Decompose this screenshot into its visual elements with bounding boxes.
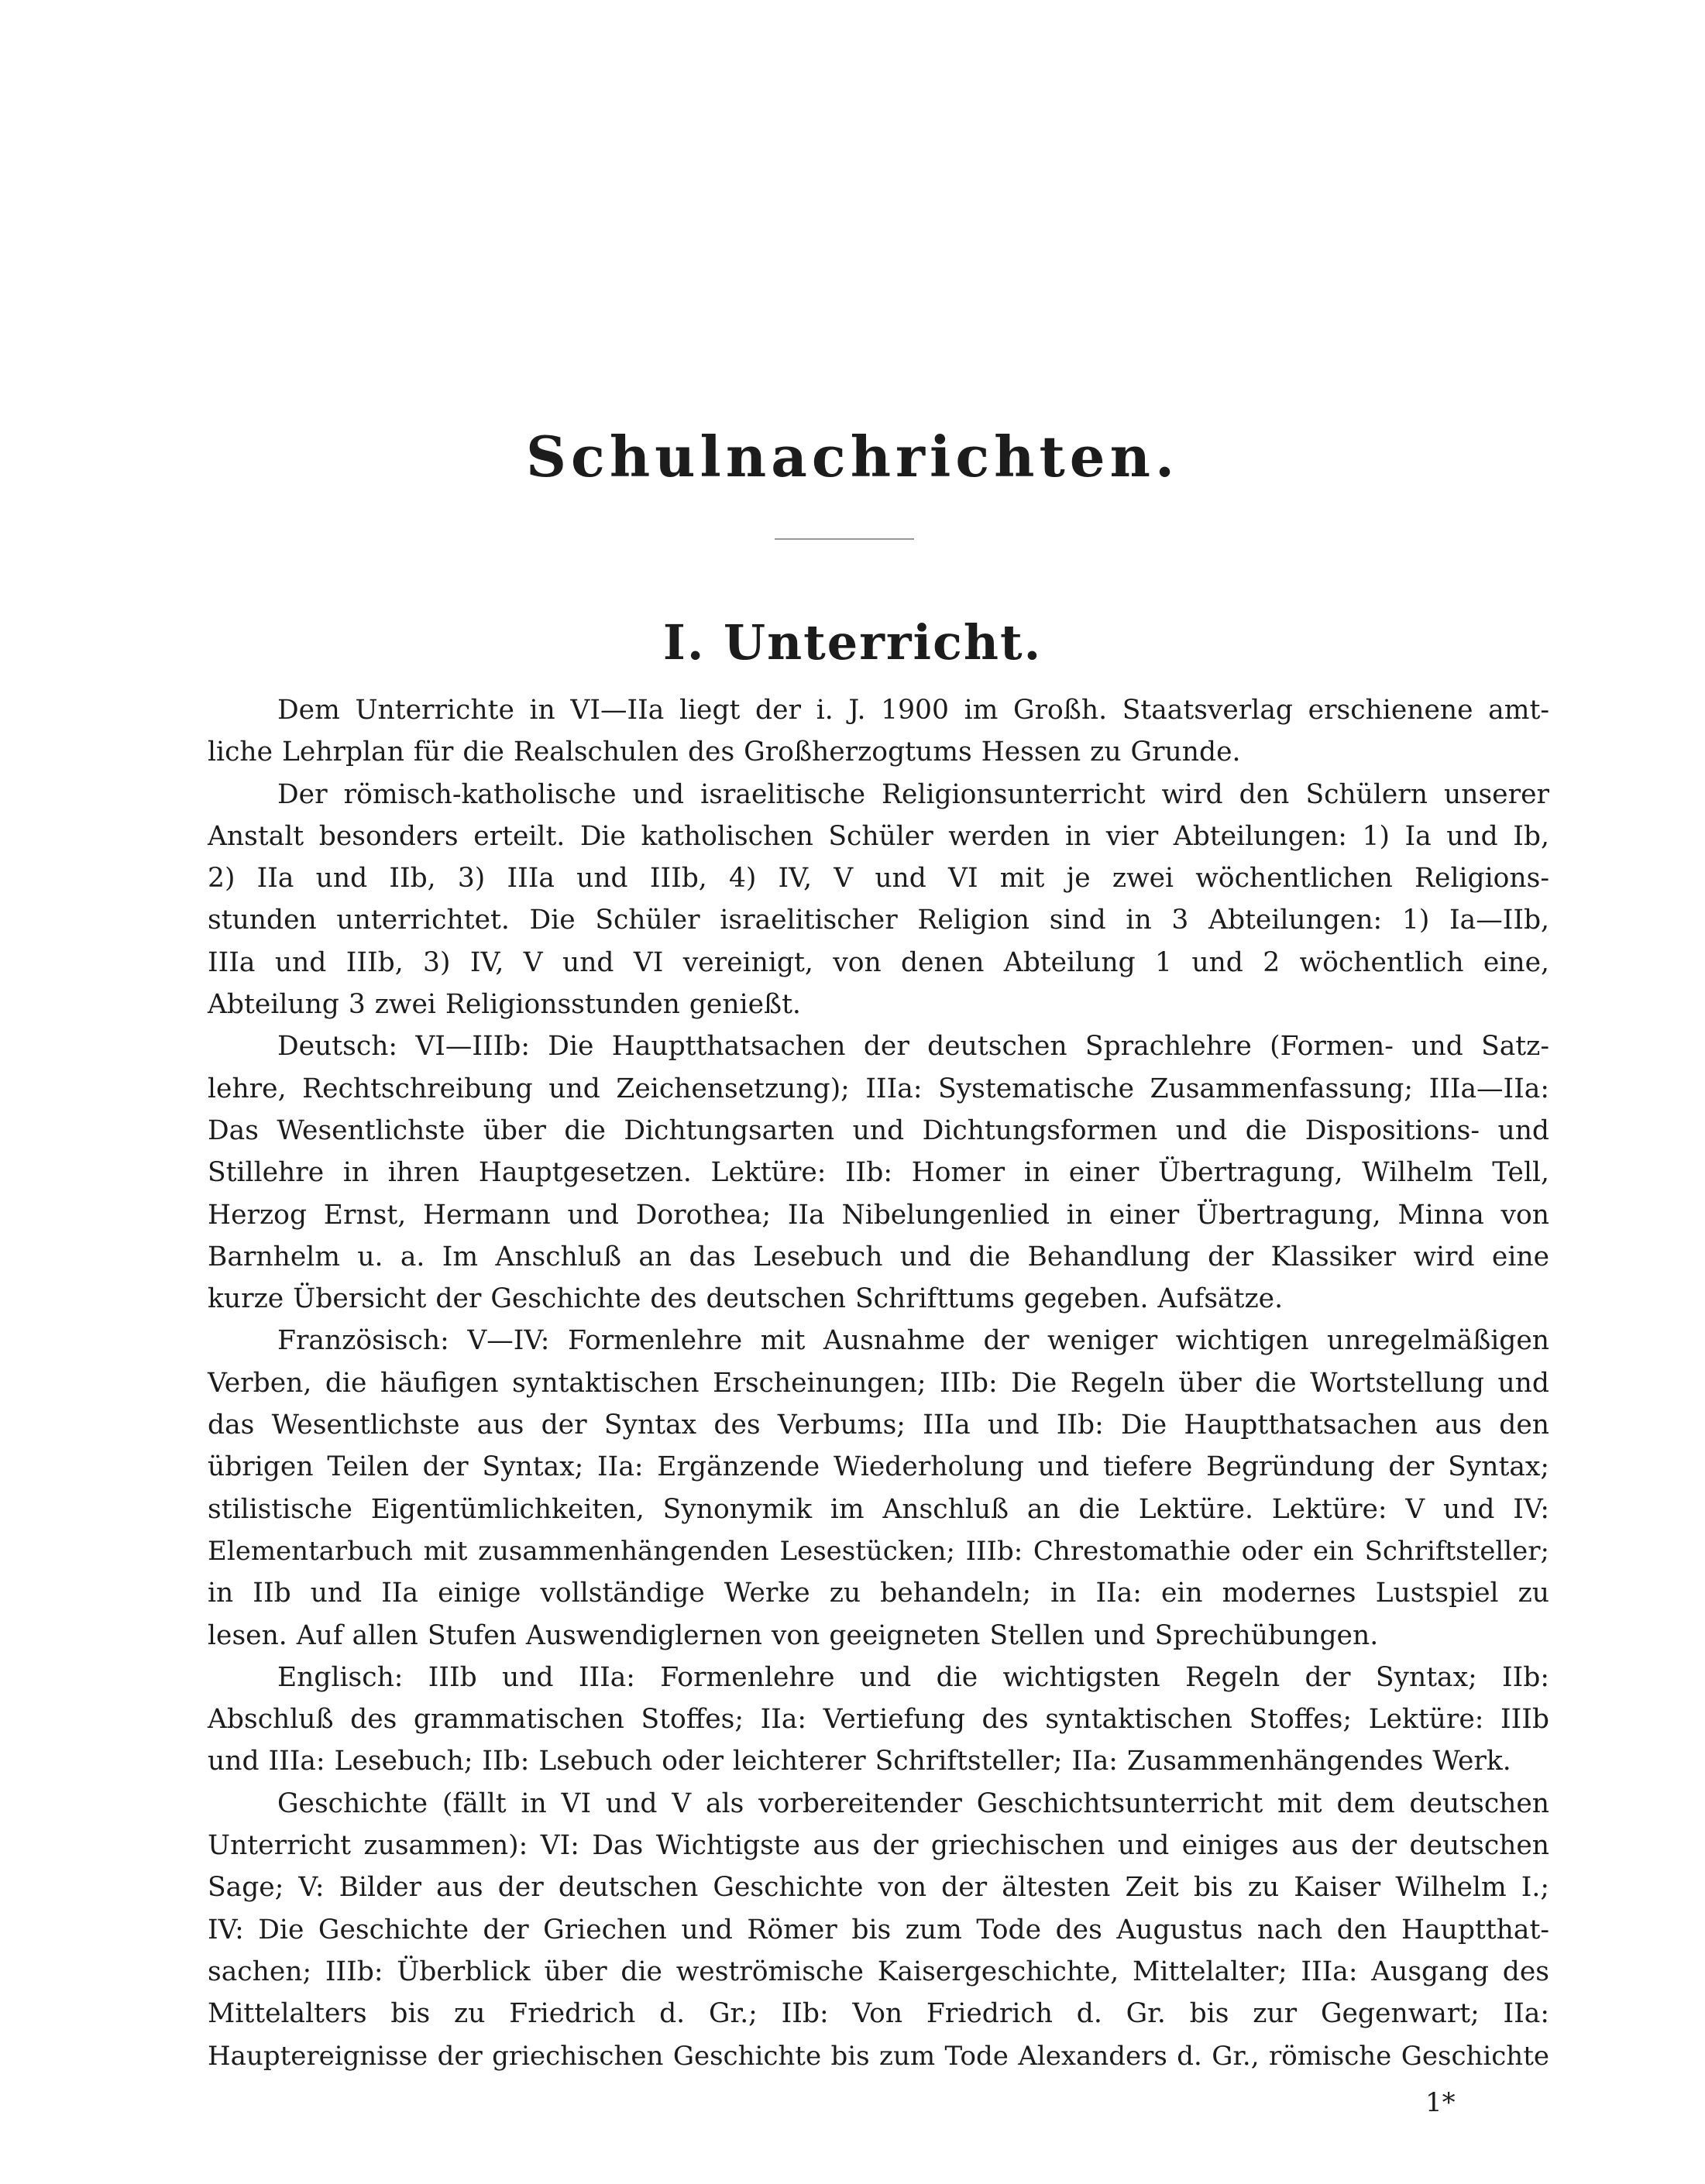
page-number: 1*: [1425, 2087, 1456, 2118]
text-line: übrigen Teilen der Syntax; IIa: Ergänzende Wiederholung und tiefere Begründung der Syntax;: [208, 1451, 1549, 1483]
text-line: Englisch: IIIb und IIIa: Formenlehre und die wichtigsten Regeln der Syntax; IIb:: [277, 1661, 1549, 1693]
text-line: Stillehre in ihren Hauptgesetzen. Lektüre: IIb: Homer in einer Übertragung, Wilhelm Tell,: [208, 1157, 1549, 1189]
text-line: IV: Die Geschichte der Griechen und Römer bis zum Tode des Augustus nach den Hauptthat-: [208, 1914, 1549, 1945]
text-line: das Wesentlichste aus der Syntax des Verbums; IIIa und IIb: Die Hauptthatsachen aus den: [208, 1410, 1549, 1441]
text-line: und IIIa: Lesebuch; IIb: Lsebuch oder leichterer Schriftsteller; IIa: Zusammenhängendes Werk.: [208, 1746, 1511, 1777]
section-heading: I. Unterricht.: [662, 614, 1043, 671]
text-line: Deutsch: VI—IIIb: Die Hauptthatsachen der deutschen Sprachlehre (Formen- und Satz-: [277, 1031, 1549, 1063]
text-line: Dem Unterrichte in VI—IIa liegt der i. J. 1900 im Großh. Staatsverlag erschienene amt-: [277, 695, 1549, 726]
text-line: stunden unterrichtet. Die Schüler israelitischer Religion sind in 3 Abteilungen: 1) Ia—IIb,: [208, 905, 1549, 936]
text-line: Mittelalters bis zu Friedrich d. Gr.; IIb: Von Friedrich d. Gr. bis zur Gegenwart; IIa:: [208, 1998, 1549, 2030]
text-line: lesen. Auf allen Stufen Auswendiglernen von geeigneten Stellen und Sprechübungen.: [208, 1619, 1379, 1651]
body-text: [208, 689, 1549, 2077]
text-line: Geschichte (fällt in VI und V als vorbereitender Geschichtsunterricht mit dem deutschen: [277, 1787, 1549, 1819]
text-line: in IIb und IIa einige vollständige Werke zu behandeln; in IIa: ein modernes Lustspiel zu: [208, 1578, 1549, 1609]
page-title: Schulnachrichten.: [525, 424, 1180, 489]
text-line: Französisch: V—IV: Formenlehre mit Ausnahme der weniger wichtigen unregelmäßigen: [277, 1325, 1549, 1357]
text-line: Anstalt besonders erteilt. Die katholischen Schüler werden in vier Abteilungen: 1) Ia und Ib,: [208, 820, 1549, 852]
text-line: Abteilung 3 zwei Religionsstunden genießt.: [208, 989, 801, 1021]
text-line: Barnhelm u. a. Im Anschluß an das Lesebuch und die Behandlung der Klassiker wird eine: [208, 1241, 1549, 1272]
text-line: 2) IIa und IIb, 3) IIIa und IIIb, 4) IV, V und VI mit je zwei wöchentlichen Religions-: [208, 863, 1549, 895]
text-line: IIIa und IIIb, 3) IV, V und VI vereinigt, von denen Abteilung 1 und 2 wöchentlich eine,: [208, 946, 1549, 978]
text-line: Hauptereignisse der griechischen Geschichte bis zum Tode Alexanders d. Gr., römische Geschichte: [208, 2040, 1549, 2072]
text-line: Elementarbuch mit zusammenhängenden Lesestücken; IIIb: Chrestomathie oder ein Schriftsteller;: [208, 1535, 1549, 1567]
text-line: stilistische Eigentümlichkeiten, Synonymik im Anschluß an die Lektüre. Lektüre: V und IV:: [208, 1493, 1549, 1525]
text-line: liche Lehrplan für die Realschulen des Großherzogtums Hessen zu Grunde.: [208, 737, 1241, 768]
text-line: Herzog Ernst, Hermann und Dorothea; IIa Nibelungenlied in einer Übertragung, Minna von: [208, 1199, 1549, 1231]
text-line: lehre, Rechtschreibung und Zeichensetzung); IIIa: Systematische Zusammenfassung; IIIa—IIa:: [208, 1073, 1549, 1104]
text-line: Das Wesentlichste über die Dichtungsarten und Dichtungsformen und die Dispositions- und: [208, 1114, 1549, 1146]
text-line: Verben, die häufigen syntaktischen Erscheinungen; IIIb: Die Regeln über die Wortstellung und: [208, 1367, 1549, 1399]
text-line: Der römisch-katholische und israelitische Religionsunterricht wird den Schülern unserer: [277, 778, 1549, 810]
text-line: Abschluß des grammatischen Stoffes; IIa: Vertiefung des syntaktischen Stoffes; Lektüre: IIIb: [208, 1704, 1549, 1736]
text-line: sachen; IIIb: Überblick über die weströmische Kaisergeschichte, Mittelalter; IIIa: Ausgang des: [208, 1956, 1549, 1987]
text-line: Sage; V: Bilder aus der deutschen Geschichte von der ältesten Zeit bis zu Kaiser Wilhelm I.;: [208, 1872, 1549, 1904]
text-line: Unterricht zusammen): VI: Das Wichtigste aus der griechischen und einiges aus der deutschen: [208, 1830, 1549, 1862]
text-line: kurze Übersicht der Geschichte des deutschen Schrifttums gegeben. Aufsätze.: [208, 1283, 1284, 1315]
title-divider: [775, 538, 914, 540]
